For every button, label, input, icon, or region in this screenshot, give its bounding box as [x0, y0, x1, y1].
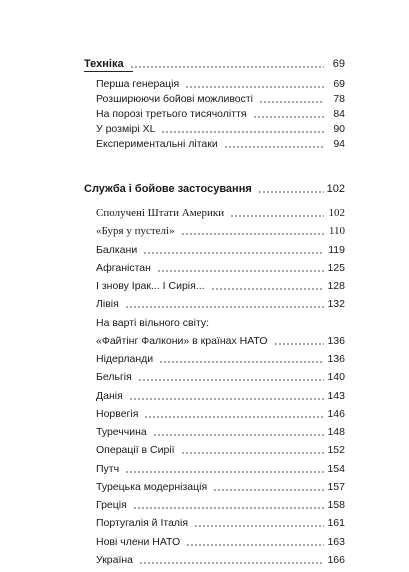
- toc-entry-title: Перша генерація: [96, 78, 180, 90]
- dot-leader: [153, 434, 324, 436]
- dot-leader: [133, 507, 324, 509]
- dot-leader: [139, 562, 324, 564]
- toc-section-title: Служба і бойове застосування: [84, 183, 252, 195]
- toc-page-number: 94: [333, 138, 345, 150]
- toc-section-heading: [84, 182, 345, 196]
- toc-entry-title: На порозі третього тисячоліття: [96, 108, 247, 120]
- toc-entry: [96, 498, 345, 512]
- dot-leader: [143, 252, 324, 254]
- toc-page-number: 119: [328, 244, 345, 256]
- dot-leader: [274, 343, 324, 345]
- toc-entry: [96, 137, 345, 151]
- toc-entry-title: Греція: [96, 499, 127, 511]
- toc-page-number: 69: [333, 78, 345, 90]
- toc-entry: [96, 407, 345, 421]
- toc-entry: [96, 516, 345, 530]
- toc-page-number: 166: [327, 554, 345, 566]
- toc-entry-title: «Буря у пустелі»: [96, 225, 175, 237]
- toc-page-number: 143: [327, 390, 345, 402]
- toc-entry: [96, 92, 345, 106]
- toc-entry-title: Путч: [96, 463, 120, 475]
- dot-leader: [130, 66, 324, 68]
- toc-entry: [96, 77, 345, 91]
- toc-page-number: 90: [333, 123, 345, 135]
- toc-entry: [96, 370, 345, 384]
- toc-entry-title: Операції в Сирії: [96, 444, 175, 456]
- toc-entry-title: У розмірі XL: [96, 123, 156, 135]
- toc-entry-title: Лівія: [96, 298, 119, 310]
- toc-page-number: 148: [327, 426, 345, 438]
- dot-leader: [186, 544, 324, 546]
- toc-entry: [96, 261, 345, 275]
- toc-page-number: 136: [327, 335, 345, 347]
- toc-entry-title: Балкани: [96, 244, 138, 256]
- toc-entry-title: Афганістан: [96, 262, 151, 274]
- toc-entry: [96, 553, 345, 567]
- toc-page-number: 102: [326, 183, 345, 195]
- dot-leader: [125, 471, 324, 473]
- toc-page-number: 110: [328, 225, 345, 237]
- toc-page-number: 84: [333, 108, 345, 120]
- toc-page-number: 69: [332, 58, 345, 70]
- toc-entry: [96, 122, 345, 136]
- toc-entry: [96, 297, 345, 311]
- dot-leader: [185, 86, 324, 88]
- toc-entry-title: Розширюючи бойові можливості: [96, 93, 254, 105]
- dot-leader: [157, 270, 324, 272]
- dot-leader: [213, 489, 324, 491]
- dot-leader: [181, 233, 324, 235]
- toc-entry-title: Данія: [96, 390, 123, 402]
- toc-entry-title: На варті вільного світу:: [96, 317, 210, 329]
- dot-leader: [129, 398, 324, 400]
- dot-leader: [159, 361, 324, 363]
- toc-entry-title: Україна: [96, 554, 134, 566]
- toc-entry-title: «Файтінг Фалкони» в країнах НАТО: [96, 335, 268, 347]
- toc-entry-title: Турецька модернізація: [96, 481, 208, 493]
- dot-leader: [224, 146, 324, 148]
- dot-leader: [181, 452, 324, 454]
- toc-page-number: 102: [328, 207, 345, 219]
- toc-page-number: 146: [327, 408, 345, 420]
- toc-page-number: 136: [327, 353, 345, 365]
- toc-page-number: 163: [327, 536, 345, 548]
- toc-page-number: 125: [327, 262, 345, 274]
- toc-entry-title: Експериментальні літаки: [96, 138, 218, 150]
- toc-entry: [96, 279, 345, 293]
- toc-entry: [96, 462, 345, 476]
- toc-entry-title: І знову Ірак... І Сирія...: [96, 280, 205, 292]
- dot-leader: [194, 525, 324, 527]
- toc-entry-title: Бельгія: [96, 371, 132, 383]
- toc-entry-title: Нові члени НАТО: [96, 536, 181, 548]
- toc-entry: [96, 224, 345, 238]
- toc-entry-title: Норвегія: [96, 408, 139, 420]
- dot-leader: [230, 215, 324, 217]
- toc-page-number: 140: [327, 371, 345, 383]
- dot-leader: [211, 288, 324, 290]
- dot-leader: [125, 306, 324, 308]
- toc-page-number: 152: [327, 444, 345, 456]
- toc-entry: [96, 206, 345, 220]
- toc-entry: [96, 243, 345, 257]
- toc-page-number: 128: [327, 280, 345, 292]
- toc-section-heading: [84, 57, 345, 71]
- toc-entry: [96, 480, 345, 494]
- toc-entry-title: Нідерланди: [96, 353, 154, 365]
- toc-entry: [96, 389, 345, 403]
- dot-leader: [259, 101, 324, 103]
- toc-entry: [96, 535, 345, 549]
- toc-entry: [96, 352, 345, 366]
- toc-section-title: Техніка: [84, 58, 124, 70]
- toc-page-number: 157: [327, 481, 345, 493]
- toc-page-number: 78: [333, 93, 345, 105]
- dot-leader: [253, 116, 324, 118]
- toc-entry: [96, 316, 345, 330]
- toc-entry-title: Португалія й Італія: [96, 517, 189, 529]
- dot-leader: [144, 416, 324, 418]
- toc-page-number: 154: [327, 463, 345, 475]
- toc-entry-title: Сполучені Штати Америки: [96, 207, 225, 219]
- toc-entry-title: Туреччина: [96, 426, 147, 438]
- toc-entry: [96, 425, 345, 439]
- dot-leader: [138, 379, 324, 381]
- toc-page-number: 132: [327, 298, 345, 310]
- toc-entry: [96, 107, 345, 121]
- toc-page-number: 158: [327, 499, 345, 511]
- toc-entry: [96, 334, 345, 348]
- toc-page-number: 161: [327, 517, 345, 529]
- dot-leader: [161, 131, 324, 133]
- toc-entry: [96, 443, 345, 457]
- section-underline: [84, 71, 133, 72]
- dot-leader: [258, 191, 324, 193]
